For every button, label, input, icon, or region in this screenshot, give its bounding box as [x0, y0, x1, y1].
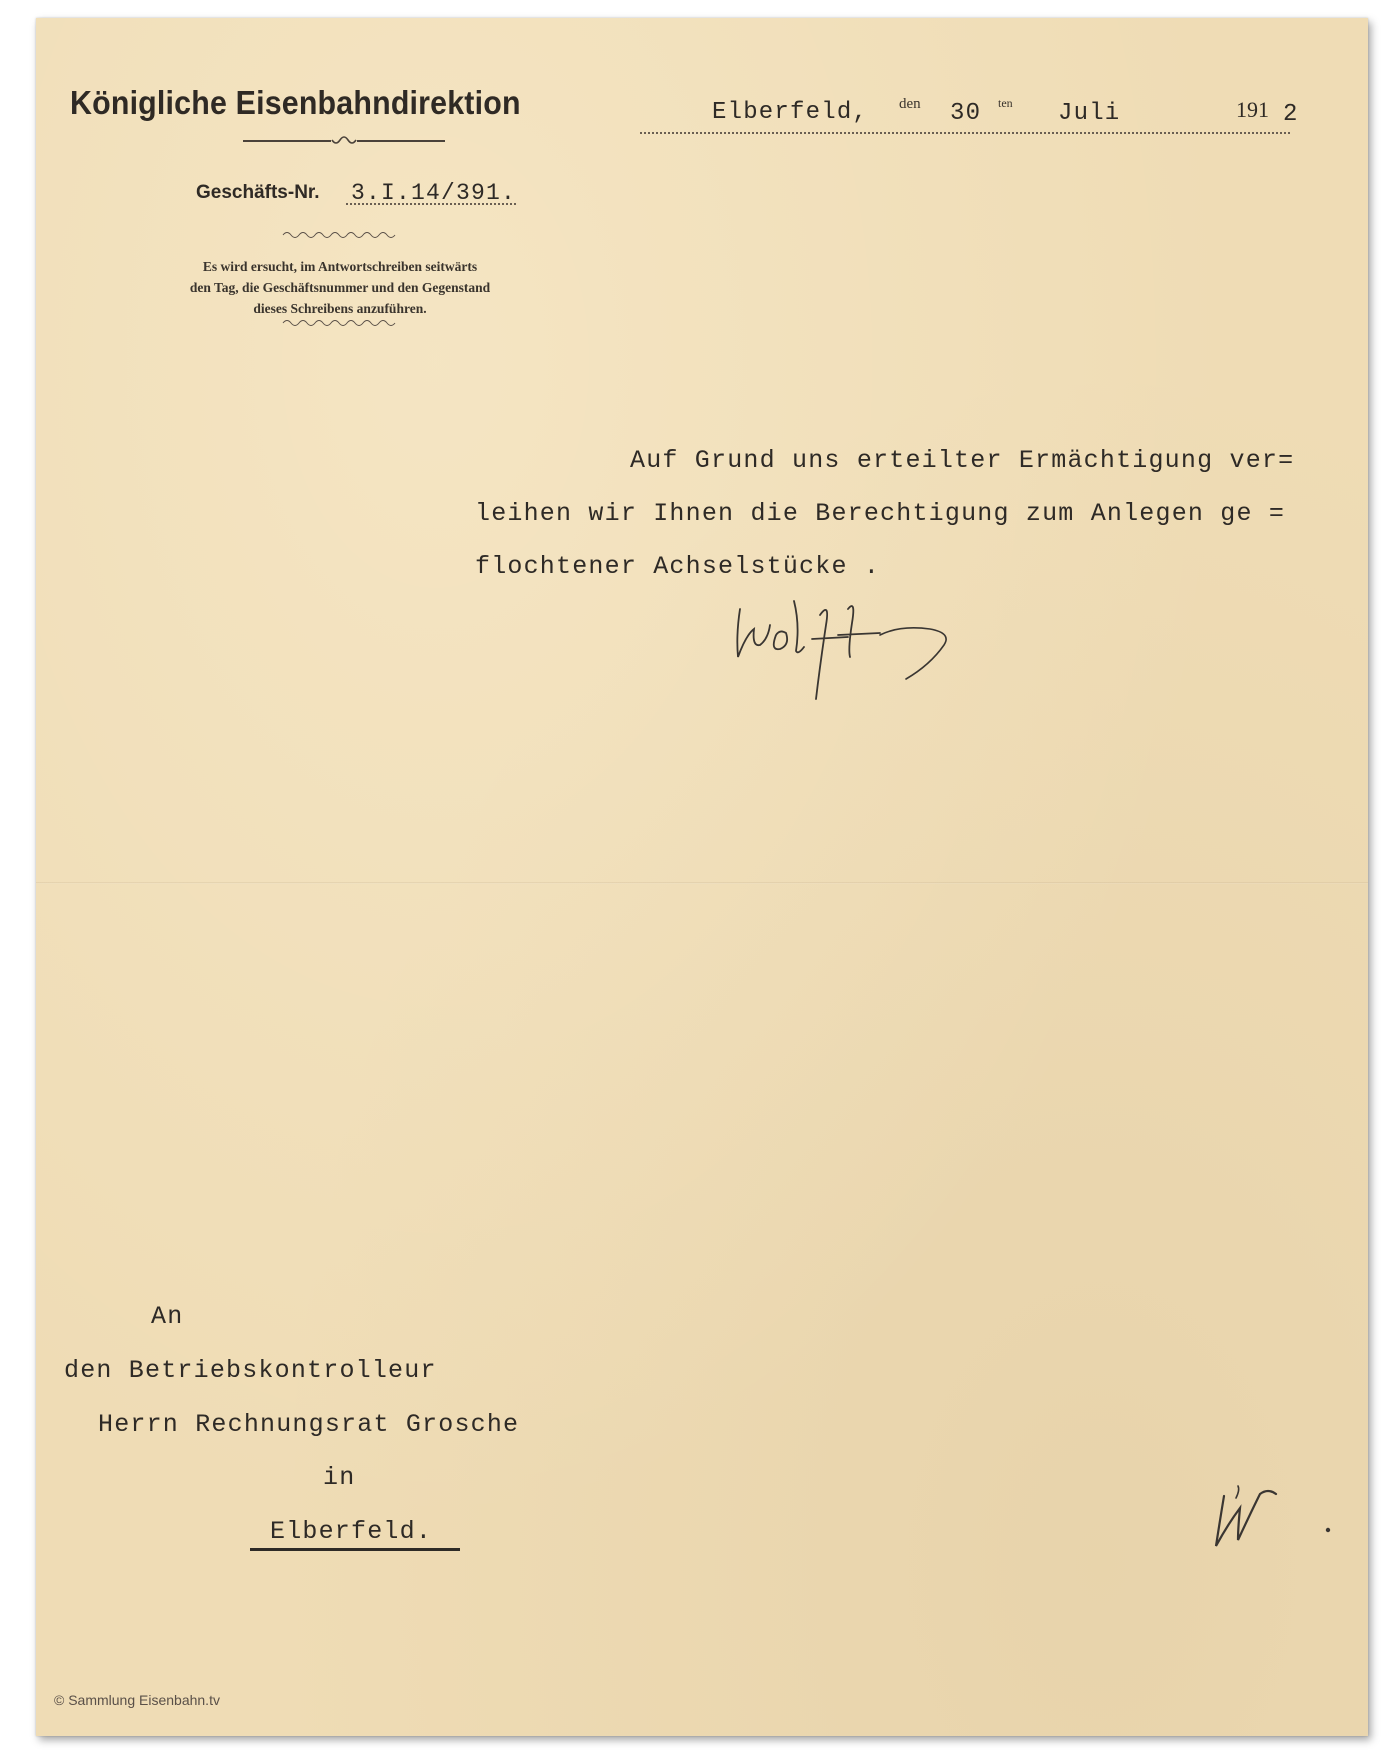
address-line: Herrn Rechnungsrat Grosche [98, 1410, 520, 1439]
body-line: Auf Grund uns erteilter Ermächtigung ver= [630, 446, 1295, 475]
date-day-suffix: ten [998, 96, 1013, 110]
body-line: leihen wir Ihnen die Berechtigung zum Anlegen ge = [475, 499, 1286, 528]
address-line: Elberfeld. [270, 1517, 433, 1546]
date-day: 30 [950, 100, 982, 127]
reference-label: Geschäfts-Nr. [196, 182, 320, 203]
organization-name: Königliche Eisenbahndirektion [70, 84, 521, 121]
reference-number: 3.I.14/391. [351, 180, 517, 206]
letterhead-ornament-icon [330, 132, 358, 148]
reply-notice-line: den Tag, die Geschäftsnummer und den Gegenstand [189, 280, 491, 295]
initial-w-signature [1210, 1480, 1340, 1550]
signature-wolff [730, 595, 1020, 705]
address-line: den Betriebskontrolleur [64, 1356, 437, 1385]
reply-notice [140, 256, 540, 319]
paper-fold-line [36, 882, 1368, 884]
address-line: in [323, 1463, 356, 1492]
letterhead-ornament-right-rule [357, 140, 445, 142]
notice-bottom-wave [283, 318, 397, 328]
reply-notice-line: Es wird ersucht, im Antwortschreiben seitwärts [202, 259, 478, 274]
date-year-prefix: 191 [1236, 97, 1269, 122]
reply-notice-line: dieses Schreibens anzuführen. [253, 301, 427, 316]
place: Elberfeld, [712, 99, 869, 126]
date-year-digit: 2 [1283, 101, 1299, 128]
copyright-credit: © Sammlung Eisenbahn.tv [54, 1692, 220, 1708]
letterhead-ornament-left-rule [243, 140, 331, 142]
date-den-label: den [899, 96, 921, 112]
notice-top-wave [283, 230, 397, 240]
address-line: An [151, 1302, 184, 1331]
body-line: flochtener Achselstücke . [475, 552, 881, 581]
address-underline [250, 1548, 460, 1551]
date-month: Juli [1058, 100, 1121, 127]
